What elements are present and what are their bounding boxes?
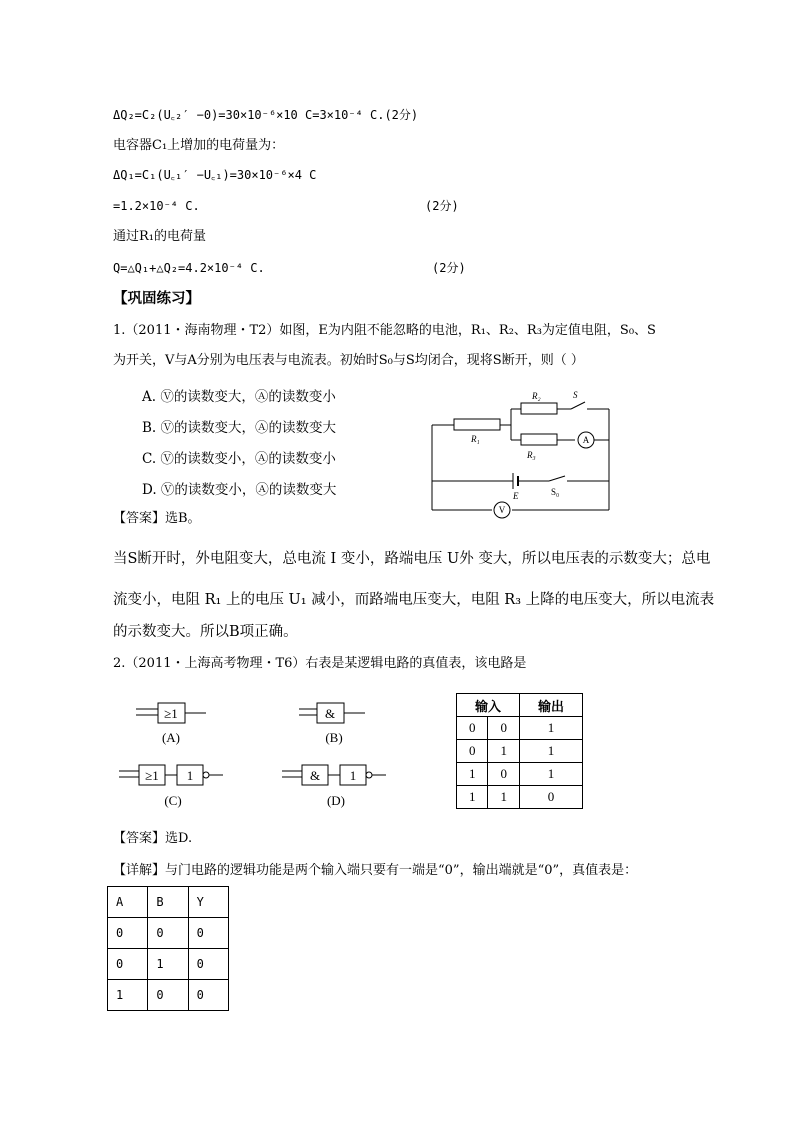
resistor-r2 bbox=[521, 403, 557, 414]
q1-option-d: D. Ⓥ的读数变小，Ⓐ的读数变大 bbox=[142, 482, 337, 498]
table-header-cell: Y bbox=[188, 887, 228, 918]
c1-intro: 电容器C₁上增加的电荷量为： bbox=[113, 138, 285, 153]
circuit-diagram bbox=[425, 383, 617, 519]
table-cell: 0 bbox=[148, 980, 188, 1011]
gate-a bbox=[134, 700, 214, 746]
label-r1: R₁ bbox=[471, 434, 480, 444]
gate-c bbox=[117, 762, 227, 810]
dq1-line: ΔQ₁=C₁(U꜀₁′ −U꜀₁)=30×10⁻⁶×4 C bbox=[113, 168, 317, 182]
table-cell: 1 bbox=[519, 763, 582, 786]
resistor-r1 bbox=[454, 419, 500, 430]
table-row bbox=[108, 980, 229, 1011]
q1-explain-line3: 的示数变大。所以B项正确。 bbox=[113, 624, 298, 640]
gate-d-symbol2: 1 bbox=[349, 768, 357, 783]
table-cell: 1 bbox=[488, 740, 520, 763]
table-cell: 1 bbox=[457, 763, 488, 786]
gate-a-label: (A) bbox=[161, 730, 181, 745]
table-cell: 0 bbox=[188, 918, 228, 949]
q1-option-a: A. Ⓥ的读数变大，Ⓐ的读数变小 bbox=[142, 389, 336, 405]
table-cell: 0 bbox=[457, 717, 488, 740]
table-cell: 0 bbox=[148, 918, 188, 949]
table-cell: 1 bbox=[108, 980, 148, 1011]
label-s0: S₀ bbox=[551, 487, 560, 497]
table-row bbox=[108, 887, 229, 918]
table-cell: 1 bbox=[488, 786, 520, 809]
truth-table bbox=[456, 693, 583, 809]
label-r3: R₃ bbox=[527, 450, 536, 460]
table-header-cell: B bbox=[148, 887, 188, 918]
truth-header-output: 输出 bbox=[519, 694, 582, 717]
q1-stem-line2: 为开关，V与A分别为电压表与电流表。初始时S₀与S均闭合，现将S断开，则（ ） bbox=[113, 353, 584, 368]
r1-intro: 通过R₁的电荷量 bbox=[113, 229, 206, 244]
table-cell: 0 bbox=[488, 763, 520, 786]
table-cell: 0 bbox=[108, 918, 148, 949]
table-cell: 1 bbox=[148, 949, 188, 980]
dq2-line: ΔQ₂=C₂(U꜀₂′ −0)=30×10⁻⁶×10 C=3×10⁻⁴ C.(2分) bbox=[113, 108, 419, 122]
table-cell: 0 bbox=[188, 949, 228, 980]
gate-a-symbol: ≥1 bbox=[164, 706, 178, 721]
gate-d-label: (D) bbox=[326, 793, 346, 808]
dq1b-line: =1.2×10⁻⁴ C. bbox=[113, 199, 200, 213]
table-row bbox=[108, 949, 229, 980]
q2-answer: 【答案】选D. bbox=[113, 831, 193, 846]
and-truth-table bbox=[107, 886, 229, 1011]
label-r2: R₂ bbox=[532, 391, 541, 401]
q1-answer: 【答案】选B。 bbox=[113, 511, 201, 526]
label-e: E bbox=[513, 491, 519, 501]
q-score: (2分) bbox=[432, 261, 466, 275]
q2-stem: 2.（2011・上海高考物理・T6）右表是某逻辑电路的真值表，该电路是 bbox=[113, 656, 527, 671]
gate-b bbox=[297, 700, 377, 746]
gate-b-label: (B) bbox=[325, 730, 343, 745]
ammeter-label: A bbox=[582, 435, 590, 445]
gate-c-label: (C) bbox=[164, 793, 182, 808]
truth-header-input: 输入 bbox=[457, 694, 520, 717]
gate-d-symbol: & bbox=[309, 768, 321, 783]
section-title: 【巩固练习】 bbox=[113, 290, 200, 307]
resistor-r3 bbox=[521, 434, 557, 445]
q1-option-c: C. Ⓥ的读数变小，Ⓐ的读数变小 bbox=[142, 451, 336, 467]
gate-c-symbol: ≥1 bbox=[145, 768, 159, 783]
q-line: Q=△Q₁+△Q₂=4.2×10⁻⁴ C. bbox=[113, 261, 265, 275]
gate-c-symbol2: 1 bbox=[186, 768, 194, 783]
dq1b-score: (2分) bbox=[425, 199, 459, 213]
gate-b-symbol: & bbox=[324, 706, 336, 721]
table-cell: 1 bbox=[519, 740, 582, 763]
table-row bbox=[457, 717, 583, 740]
table-cell: 1 bbox=[457, 786, 488, 809]
table-cell: 0 bbox=[488, 717, 520, 740]
table-header-cell: A bbox=[108, 887, 148, 918]
table-row bbox=[108, 918, 229, 949]
table-row bbox=[457, 740, 583, 763]
q1-option-b: B. Ⓥ的读数变大，Ⓐ的读数变大 bbox=[142, 420, 337, 436]
table-cell: 1 bbox=[519, 717, 582, 740]
q2-detail: 【详解】与门电路的逻辑功能是两个输入端只要有一端是“0”，输出端就是“0”，真值表是： bbox=[113, 863, 638, 878]
voltmeter-label: V bbox=[498, 505, 506, 515]
table-row bbox=[457, 763, 583, 786]
table-cell: 0 bbox=[108, 949, 148, 980]
q1-stem-line1: 1.（2011・海南物理・T2）如图，E为内阻不能忽略的电池，R₁、R₂、R₃为定值电阻，S₀、S bbox=[113, 323, 656, 338]
table-row bbox=[457, 694, 583, 717]
q1-explain-line1: 当S断开时，外电阻变大，总电流 I 变小，路端电压 U外 变大，所以电压表的示数变大；总电 bbox=[113, 551, 711, 567]
q1-explain-line2: 流变小，电阻 R₁ 上的电压 U₁ 减小，而路端电压变大，电阻 R₃ 上降的电压变大，所以电流表 bbox=[113, 592, 715, 608]
table-cell: 0 bbox=[519, 786, 582, 809]
table-cell: 0 bbox=[188, 980, 228, 1011]
table-row bbox=[457, 786, 583, 809]
label-s: S bbox=[573, 390, 578, 400]
table-cell: 0 bbox=[457, 740, 488, 763]
gate-d bbox=[280, 762, 390, 810]
